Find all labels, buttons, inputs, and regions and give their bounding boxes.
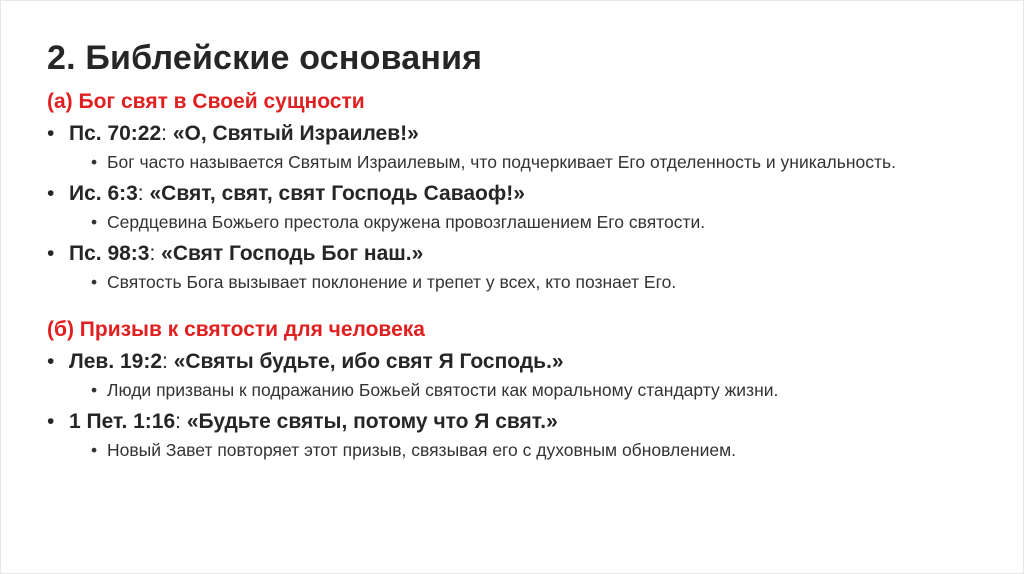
section-heading-b: (б) Призыв к святости для человека — [47, 318, 425, 341]
verse-item — [47, 181, 987, 207]
bullet-icon: • — [47, 350, 55, 373]
verse-item — [47, 241, 987, 267]
verse-note — [47, 439, 987, 461]
verse-separator: : — [149, 242, 162, 265]
bullet-icon: • — [91, 272, 98, 292]
verse-quote: «О, Святый Израилев!» — [172, 122, 419, 145]
verse-note-text: Бог часто называется Святым Израилевым, что подчеркивает Его отделенность и уникальность. — [107, 152, 896, 172]
slide-title: 2. Библейские основания — [47, 39, 483, 77]
bullet-icon: • — [91, 152, 98, 172]
verse-note-text: Новый Завет повторяет этот призыв, связывая его с духовным обновлением. — [107, 440, 737, 460]
bullet-icon: • — [47, 410, 55, 433]
verse-quote: «Свят, свят, свят Господь Саваоф!» — [149, 182, 525, 205]
verse-quote: «Свят Господь Бог наш.» — [161, 242, 424, 265]
verse-reference: 1 Пет. 1:16 — [69, 410, 176, 433]
bullet-icon: • — [91, 440, 98, 460]
verse-reference: Ис. 6:3 — [69, 182, 138, 205]
verse-separator: : — [161, 122, 173, 145]
verse-quote: «Святы будьте, ибо свят Я Господь.» — [173, 350, 564, 373]
verse-note — [47, 151, 987, 173]
verse-reference: Лев. 19:2 — [69, 350, 163, 373]
verse-reference: Пс. 70:22 — [69, 122, 162, 145]
bullet-icon: • — [91, 380, 98, 400]
verse-note — [47, 271, 987, 293]
verse-note-text: Сердцевина Божьего престола окружена провозглашением Его святости. — [107, 212, 706, 232]
bullet-icon: • — [47, 122, 55, 145]
verse-separator: : — [175, 410, 187, 433]
bullet-icon: • — [47, 242, 55, 265]
section-heading-a: (а) Бог свят в Своей сущности — [47, 90, 365, 113]
verse-note-text: Святость Бога вызывает поклонение и трепет у всех, кто познает Его. — [107, 272, 677, 292]
slide-content — [47, 89, 987, 469]
verse-separator: : — [162, 350, 174, 373]
verse-quote: «Будьте святы, потому что Я свят.» — [186, 410, 558, 433]
verse-reference: Пс. 98:3 — [69, 242, 150, 265]
verse-note-text: Люди призваны к подражанию Божьей святости как моральному стандарту жизни. — [107, 380, 779, 400]
verse-item — [47, 121, 987, 147]
verse-note — [47, 379, 987, 401]
bullet-icon: • — [47, 182, 55, 205]
bullet-icon: • — [91, 212, 98, 232]
verse-separator: : — [137, 182, 150, 205]
verse-item — [47, 349, 987, 375]
verse-item — [47, 409, 987, 435]
verse-note — [47, 211, 987, 233]
